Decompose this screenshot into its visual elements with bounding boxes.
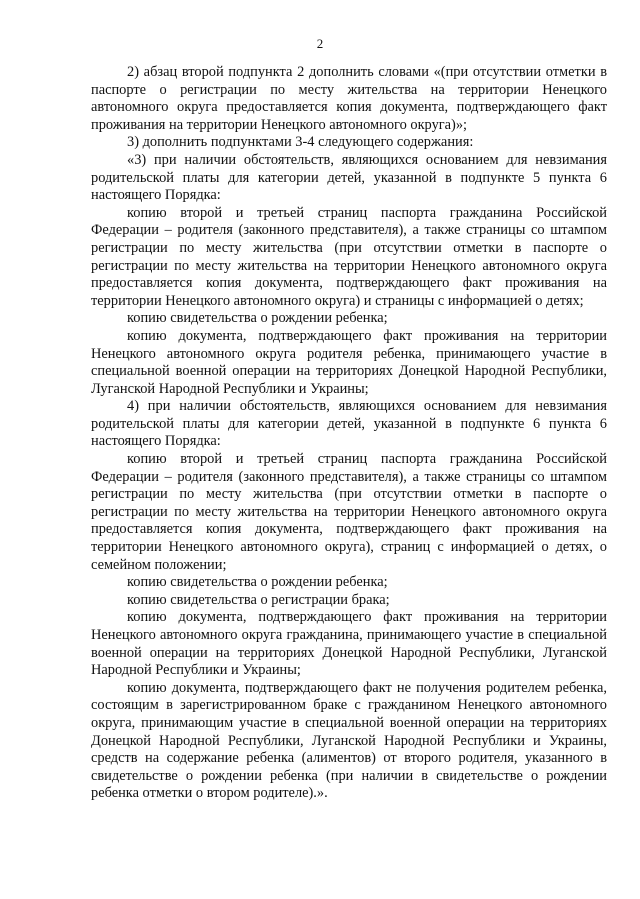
paragraph-passport-copy: копию второй и третьей страниц паспорта гражданина Российской Федерации – родителя (законного представителя), а также страницы со штампом регистрации по месту жительства (при отсутствии отметки в паспорте о регистрации по месту жительства на территории Ненецкого автономного округа предоставляется копия документа, подтверждающего факт проживания на территории Ненецкого автономного округа) и страницы с информацией о детях; (91, 204, 607, 309)
paragraph-alimony-proof: копию документа, подтверждающего факт не получения родителем ребенка, состоящим в зарегистрированном браке с гражданином Ненецкого автономного округа, принимающим участие в специальной военной операции на территориях Донецкой Народной Республики, Луганской Народной Республики и Украины, средств на содержание ребенка (алиментов) от второго родителя, указанного в свидетельстве о рождении ребенка (при наличии в свидетельстве о рождении ребенка отметки о втором родителе).». (91, 679, 607, 802)
document-body (91, 64, 607, 803)
paragraph-birth-certificate: копию свидетельства о рождении ребенка; (127, 310, 388, 327)
paragraph-residence-proof-2: копию документа, подтверждающего факт проживания на территории Ненецкого автономного округа гражданина, принимающего участие в специальной военной операции на территориях Донецкой Народной Республики, Луганской Народной Республики и Украины; (91, 609, 607, 679)
paragraph-subitem-3-intro: «3) при наличии обстоятельств, являющихся основанием для невзимания родительской платы для категории детей, указанной в подпункте 5 пункта 6 настоящего Порядка: (91, 151, 607, 204)
paragraph-marriage-certificate: копию свидетельства о регистрации брака; (127, 591, 390, 608)
page-number: 2 (316, 36, 324, 51)
paragraph-item-2: 2) абзац второй подпункта 2 дополнить словами «(при отсутствии отметки в паспорте о регистрации по месту жительства на территории Ненецкого автономного округа предоставляется копия документа, подтверждающего факт проживания на территории Ненецкого автономного округа)»; (91, 64, 607, 133)
paragraph-item-3: 3) дополнить подпунктами 3-4 следующего содержания: (127, 134, 474, 151)
paragraph-passport-copy-2: копию второй и третьей страниц паспорта гражданина Российской Федерации – родителя (законного представителя), а также страницы со штампом регистрации по месту жительства (при отсутствии отметки в паспорте о регистрации по месту жительства на территории Ненецкого автономного округа предоставляется копия документа, подтверждающего факт проживания на территории Ненецкого автономного округа), страниц с информацией о детях, о семейном положении; (91, 451, 607, 573)
paragraph-residence-proof: копию документа, подтверждающего факт проживания на территории Ненецкого автономного округа родителя ребенка, принимающего участие в специальной военной операции на территориях Донецкой Народной Республики, Луганской Народной Республики и Украины; (91, 327, 607, 397)
paragraph-subitem-4-intro: 4) при наличии обстоятельств, являющихся основанием для невзимания родительской платы для категории детей, указанной в подпункте 6 пункта 6 настоящего Порядка: (91, 398, 607, 450)
paragraph-birth-certificate-2: копию свидетельства о рождении ребенка; (127, 574, 388, 591)
